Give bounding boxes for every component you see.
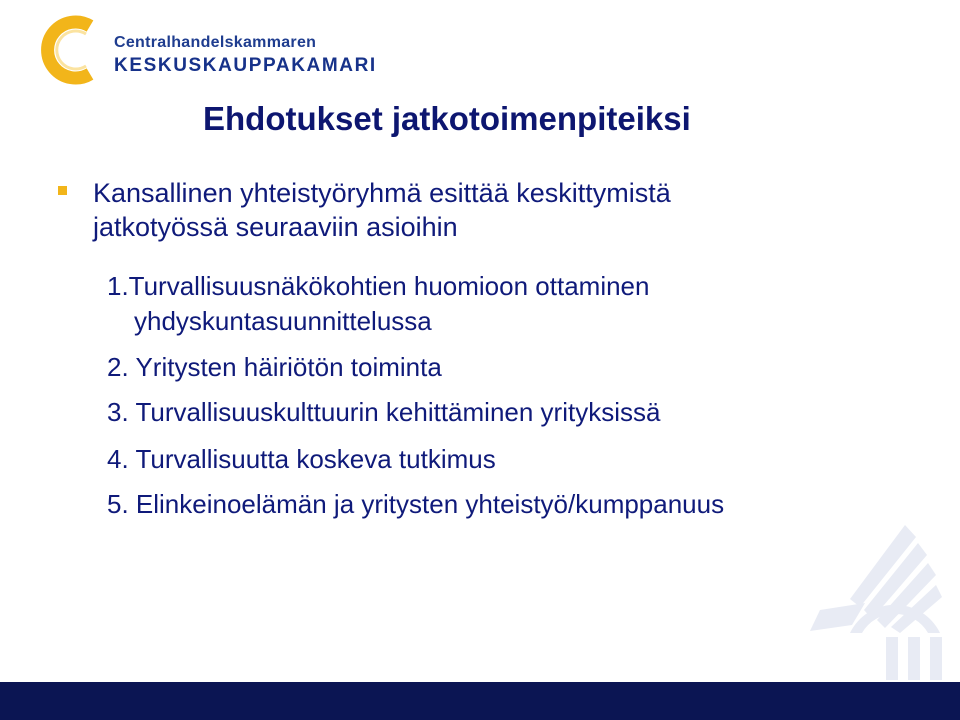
eagle-gear-watermark-icon: [790, 515, 955, 680]
bullet-line-2: jatkotyössä seuraaviin asioihin: [93, 212, 458, 242]
bullet-line-1: Kansallinen yhteistyöryhmä esittää keskittymistä: [93, 178, 671, 208]
list-item-1-line-1: 1.Turvallisuusnäkökohtien huomioon ottaminen: [107, 271, 650, 301]
list-item-1: [107, 269, 649, 339]
bullet-square-icon: [58, 186, 67, 195]
list-item-4: 4. Turvallisuutta koskeva tutkimus: [107, 444, 496, 474]
logo-text-finnish: KESKUSKAUPPAKAMARI: [114, 55, 377, 76]
bullet-text: [93, 176, 671, 244]
footer-bar: [0, 682, 960, 720]
list-item-5: 5. Elinkeinoelämän ja yritysten yhteistyö/kumppanuus: [107, 489, 725, 519]
logo-c-mark-icon: [34, 10, 114, 90]
chamber-logo: [34, 10, 377, 90]
list-item-1-line-2: yhdyskuntasuunnittelussa: [134, 306, 432, 336]
logo-text-swedish: Centralhandelskammaren: [114, 34, 317, 51]
list-item-2: 2. Yritysten häiriötön toiminta: [107, 352, 442, 382]
list-item-3: 3. Turvallisuuskulttuurin kehittäminen yrityksissä: [107, 397, 661, 427]
slide-title: Ehdotukset jatkotoimenpiteiksi: [203, 100, 691, 137]
